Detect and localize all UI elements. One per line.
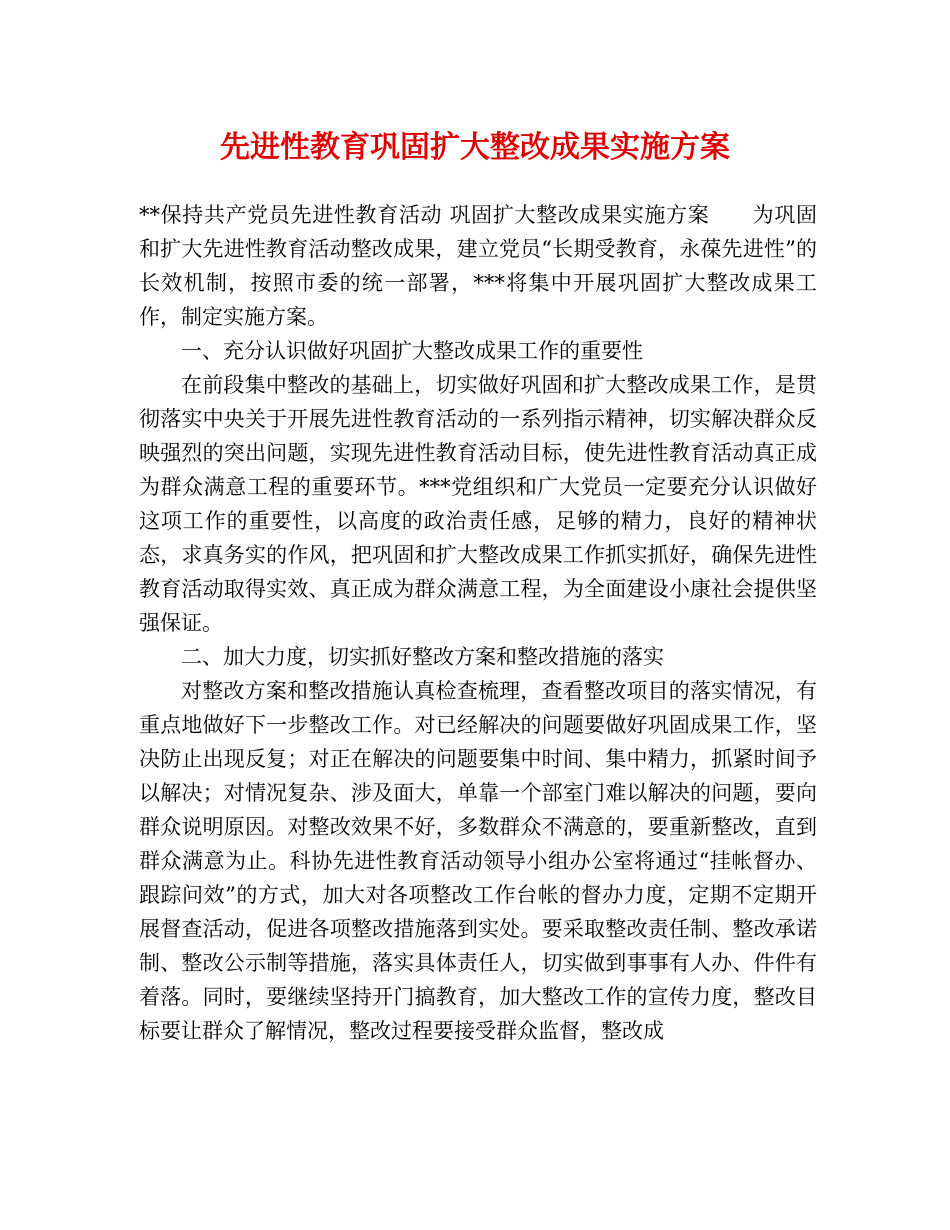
section-heading-2: 二、加大力度，切实抓好整改方案和整改措施的落实 — [181, 645, 664, 669]
document-title: 先进性教育巩固扩大整改成果实施方案 — [220, 130, 730, 165]
section-2-paragraph: 对整改方案和整改措施认真检查梳理，查看整改项目的落实情况，有重点地做好下一步整改工作。对已经解决的问题要做好巩固成果工作，坚决防止出现反复；对正在解决的问题要集中时间、集中精力，抓紧时间予以解决；对情况复杂、涉及面大，单靠一个部室门难以解决的问题，要向群众说明原因。对整改效果不好，多数群众不满意的，要重新整改，直到群众满意为止。科协先进性教育活动领导小组办公室将通过“挂帐督办、跟踪问效”的方式，加大对各项整改工作台帐的督办力度，定期不定期开展督查活动，促进各项整改措施落到实处。要采取整改责任制、整改承诺制、整改公示制等措施，落实具体责任人，切实做到事事有人办、件件有着落。同时，要继续坚持开门搞教育，加大整改工作的宣传力度，整改目标要让群众了解情况，整改过程要接受群众监督，整改成 — [139, 679, 817, 1043]
document-body — [139, 198, 817, 1048]
section-heading-1: 一、充分认识做好巩固扩大整改成果工作的重要性 — [181, 339, 643, 363]
section-1-paragraph: 在前段集中整改的基础上，切实做好巩固和扩大整改成果工作，是贯彻落实中央关于开展先进性教育活动的一系列指示精神，切实解决群众反映强烈的突出问题，实现先进性教育活动目标，使先进性教育活动真正成为群众满意工程的重要环节。***党组织和广大党员一定要充分认识做好这项工作的重要性，以高度的政治责任感，足够的精力，良好的精神状态，求真务实的作风，把巩固和扩大整改成果工作抓实抓好，确保先进性教育活动取得实效、真正成为群众满意工程，为全面建设小康社会提供坚强保证。 — [139, 373, 817, 635]
intro-paragraph: **保持共产党员先进性教育活动 巩固扩大整改成果实施方案 为巩固和扩大先进性教育活动整改成果，建立党员“长期受教育，永葆先进性”的长效机制，按照市委的统一部署，***将集中开展巩固扩大整改成果工作，制定实施方案。 — [139, 203, 817, 329]
